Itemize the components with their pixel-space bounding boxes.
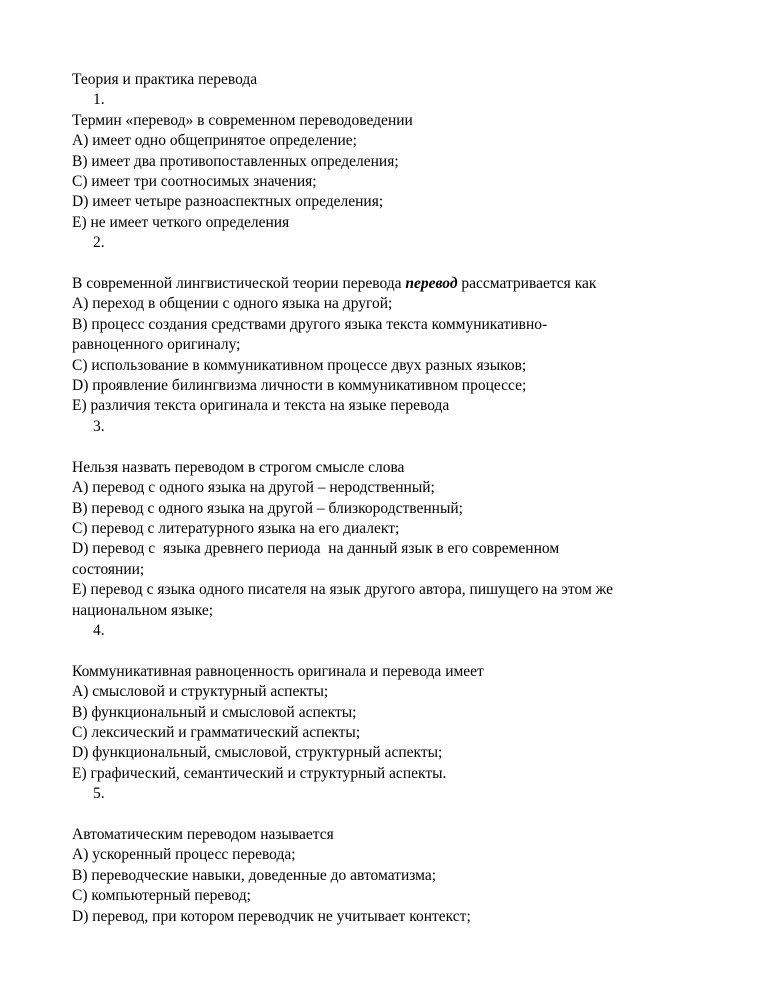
answer-option: B) перевод с одного языка на другой – близкородственный; xyxy=(72,499,463,517)
answer-option: B) функциональный и смысловой аспекты; xyxy=(72,703,357,721)
answer-option: E) различия текста оригинала и текста на языке перевода xyxy=(72,397,450,415)
answer-option: B) имеет два противопоставленных определения; xyxy=(72,152,399,170)
answer-option: D) функциональный, смысловой, структурный аспекты; xyxy=(72,744,443,762)
question-stem: Термин «перевод» в современном переводоведении xyxy=(72,111,413,129)
answer-option: C) лексический и грамматический аспекты; xyxy=(72,723,361,741)
answer-option: C) перевод с литературного языка на его диалект; xyxy=(72,519,400,537)
question-number: 4. xyxy=(93,621,105,639)
question-number: 3. xyxy=(93,417,105,435)
answer-option: C) имеет три соотносимых значения; xyxy=(72,173,317,191)
answer-option: A) перевод с одного языка на другой – неродственный; xyxy=(72,479,435,497)
blank-line xyxy=(72,805,712,825)
answer-option: A) ускоренный процесс перевода; xyxy=(72,846,296,864)
answer-option-continuation: равноценного оригиналу; xyxy=(72,336,241,354)
answer-option: B) переводческие навыки, доведенные до автоматизма; xyxy=(72,866,437,884)
question-number: 2. xyxy=(93,234,105,252)
question-stem: Коммуникативная равноценность оригинала и перевода имеет xyxy=(72,662,484,680)
answer-option: C) компьютерный перевод; xyxy=(72,887,251,905)
answer-option: D) имеет четыре разноаспектных определения; xyxy=(72,193,384,211)
question-stem-text: В современной лингвистической теории перевода xyxy=(72,275,406,293)
question-stem: Автоматическим переводом называется xyxy=(72,825,334,843)
answer-option: C) использование в коммуникативном процессе двух разных языков; xyxy=(72,356,527,374)
answer-option-continuation: национальном языке; xyxy=(72,601,214,619)
answer-option: E) перевод с языка одного писателя на язык другого автора, пишущего на этом же xyxy=(72,581,614,599)
document-page xyxy=(72,70,712,927)
blank-line xyxy=(72,641,712,661)
answer-option: D) перевод, при котором переводчик не учитывает контекст; xyxy=(72,907,471,925)
answer-option: A) смысловой и структурный аспекты; xyxy=(72,683,329,701)
question-number: 5. xyxy=(93,785,105,803)
question-stem: Нельзя назвать переводом в строгом смысле слова xyxy=(72,458,405,476)
question-number: 1. xyxy=(93,91,105,109)
answer-option-continuation: состоянии; xyxy=(72,560,145,578)
emphasized-term: перевод xyxy=(405,275,458,293)
answer-option: E) графический, семантический и структурный аспекты. xyxy=(72,764,447,782)
question-stem-text: рассматривается как xyxy=(457,275,597,293)
blank-line xyxy=(72,437,712,457)
answer-option: D) проявление билингвизма личности в коммуникативном процессе; xyxy=(72,377,527,395)
question-stem xyxy=(72,274,712,294)
answer-option: A) переход в общении с одного языка на другой; xyxy=(72,295,393,313)
answer-option: E) не имеет четкого определения xyxy=(72,213,290,231)
answer-option: A) имеет одно общепринятое определение; xyxy=(72,132,357,150)
document-title: Теория и практика перевода xyxy=(72,71,258,88)
blank-line xyxy=(72,254,712,274)
answer-option: B) процесс создания средствами другого языка текста коммуникативно- xyxy=(72,315,548,333)
answer-option: D) перевод с языка древнего периода на данный язык в его современном xyxy=(72,540,560,558)
